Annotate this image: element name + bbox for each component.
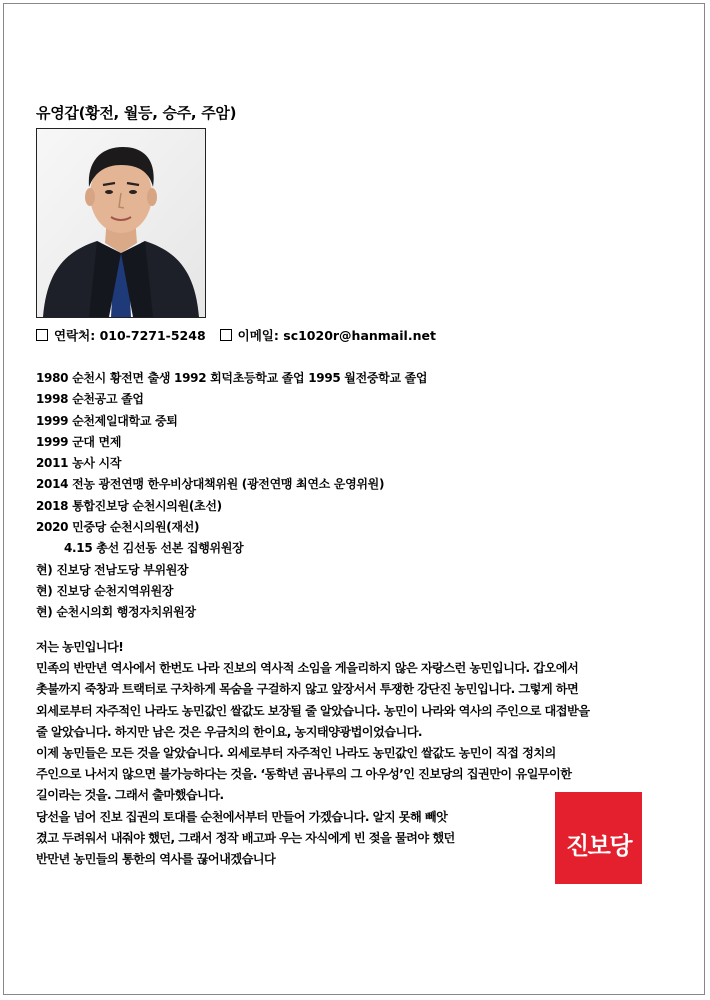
statement-line: 당선을 넘어 진보 집권의 토대를 순천에서부터 만들어 가겠습니다. 알지 못해 빼앗 [36, 809, 448, 824]
career-item: 2020 민중당 순천시의원(재선) [36, 520, 200, 535]
email-address: sc1020r@hanmail.net [283, 328, 436, 343]
party-logo-text: 진보당 [565, 832, 632, 860]
party-logo [555, 792, 642, 884]
career-item: 현) 진보당 전남도당 부위원장 [36, 562, 189, 577]
career-item: 현) 순천시의회 행정자치위원장 [36, 605, 196, 620]
statement-line: 겼고 두려워서 내줘야 했던, 그래서 정작 배고파 우는 자식에게 빈 젖을 물려야 했던 [36, 830, 455, 845]
statement-line: 줄 알았습니다. 하지만 남은 것은 우금치의 한이요, 농지태양광법이었습니다. [36, 724, 423, 739]
phone-number: 010-7271-5248 [99, 328, 206, 343]
email-label: 이메일: [237, 328, 279, 343]
checkbox-bullet-icon [36, 329, 48, 341]
statement-line: 저는 농민입니다! [36, 640, 124, 654]
statement-line: 이제 농민들은 모든 것을 알았습니다. 외세로부터 자주적인 나라도 농민값인 쌀값도 농민이 직접 정치의 [36, 745, 556, 760]
career-item: 2018 통합진보당 순천시의원(초선) [36, 498, 222, 513]
campaign-statement [36, 637, 589, 870]
statement-line: 외세로부터 자주적인 나라도 농민값인 쌀값도 보장될 줄 알았습니다. 농민이 나라와 역사의 주인으로 대접받을 [36, 703, 590, 718]
contact-line [36, 326, 436, 344]
checkbox-bullet-icon [220, 329, 232, 341]
phone-label: 연락처: [54, 328, 96, 343]
statement-line: 반만년 농민들의 통한의 역사를 끊어내겠습니다 [36, 851, 276, 866]
career-item: 1998 순천공고 졸업 [36, 392, 144, 407]
career-item: 2011 농사 시작 [36, 456, 122, 471]
candidate-photo [36, 128, 206, 318]
career-item: 2014 전농 광전연맹 한우비상대책위원 (광전연맹 최연소 운영위원) [36, 477, 385, 492]
career-item: 1999 순천제일대학교 중퇴 [36, 413, 178, 428]
statement-line: 촛불까지 죽창과 트랙터로 구차하게 목숨을 구걸하지 않고 앞장서서 투쟁한 강단진 농민입니다. 그렇게 하면 [36, 682, 579, 697]
statement-line: 민족의 반만년 역사에서 한번도 나라 진보의 역사적 소임을 게을리하지 않은 자랑스런 농민입니다. 갑오에서 [36, 661, 579, 676]
statement-line: 길이라는 것을. 그래서 출마했습니다. [36, 788, 224, 803]
career-list [36, 368, 427, 624]
candidate-name: 유영갑(황전, 월등, 승주, 주암) [36, 104, 237, 122]
career-item: 1999 군대 면제 [36, 434, 122, 449]
career-item: 1980 순천시 황전면 출생 1992 회덕초등학교 졸업 1995 월전중학교 졸업 [36, 371, 428, 385]
career-item: 현) 진보당 순천지역위원장 [36, 583, 174, 598]
career-item: 4.15 총선 김선동 선본 집행위원장 [64, 541, 244, 556]
statement-line: 주인으로 나서지 않으면 불가능하다는 것을. ‘동학년 곰나루의 그 아우성’인 진보당의 집권만이 유일무이한 [36, 767, 572, 782]
